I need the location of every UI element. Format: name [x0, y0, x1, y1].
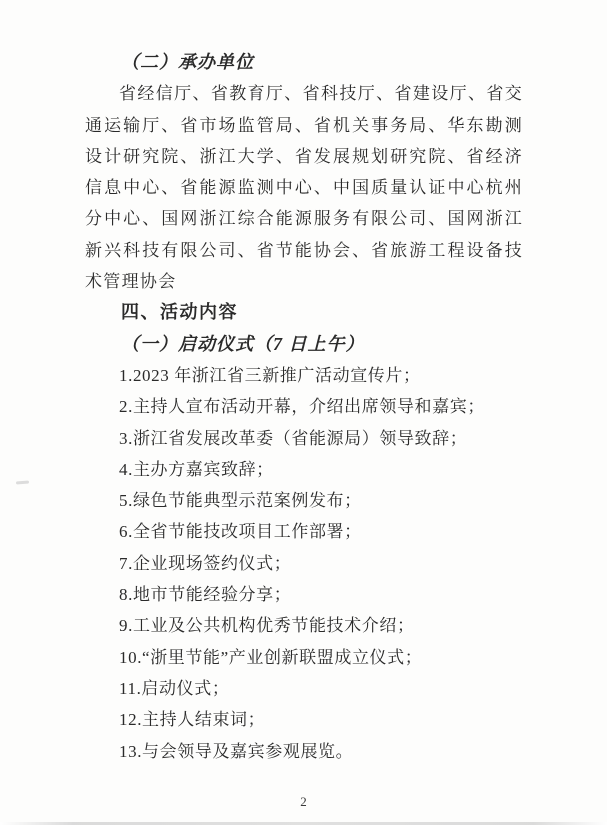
agenda-item-6: 6.全省节能技改项目工作部署； — [119, 522, 362, 542]
agenda-item-11: 11.启动仪式； — [119, 678, 230, 698]
page-number: 2 — [300, 794, 307, 809]
agenda-item-12: 12.主持人结束词； — [119, 710, 266, 730]
agenda-item-4: 4.主办方嘉宾致辞； — [119, 459, 274, 479]
agenda-item-9: 9.工业及公共机构优秀节能技术介绍； — [119, 616, 415, 636]
agenda-item-13: 13.与会领导及嘉宾参观展览。 — [119, 741, 354, 761]
agenda-item-10: 10.“浙里节能”产业创新联盟成立仪式； — [119, 647, 423, 667]
section-heading-organizers: （二）承办单位 — [121, 52, 254, 72]
scan-artifact-dash — [16, 481, 29, 485]
subsection-heading-launch-ceremony: （一）启动仪式（7 日上午） — [121, 333, 365, 354]
agenda-item-2: 2.主持人宣布活动开幕，介绍出席领导和嘉宾； — [119, 397, 485, 417]
agenda-item-5: 5.绿色节能典型示范案例发布； — [119, 491, 362, 511]
document-content — [85, 47, 523, 767]
agenda-item-1: 1.2023 年浙江省三新推广活动宣传片； — [119, 365, 421, 385]
agenda-item-8: 8.地市节能经验分享； — [119, 585, 292, 605]
agenda-item-7: 7.企业现场签约仪式； — [119, 553, 292, 573]
agenda-item-3: 3.浙江省发展改革委（省能源局）领导致辞； — [119, 428, 468, 448]
section-heading-activities: 四、活动内容 — [121, 302, 238, 323]
organizers-paragraph: 省经信厅、省教育厅、省科技厅、省建设厅、省交通运输厅、省市场监管局、省机关事务局、华东勘测设计研究院、浙江大学、省发展规划研究院、省经济信息中心、省能源监测中心、中国质量认证中心杭州分中心、国网浙江综合能源服务有限公司、国网浙江新兴科技有限公司、省节能协会、省旅游工程设备技术管理协会 — [85, 84, 523, 292]
